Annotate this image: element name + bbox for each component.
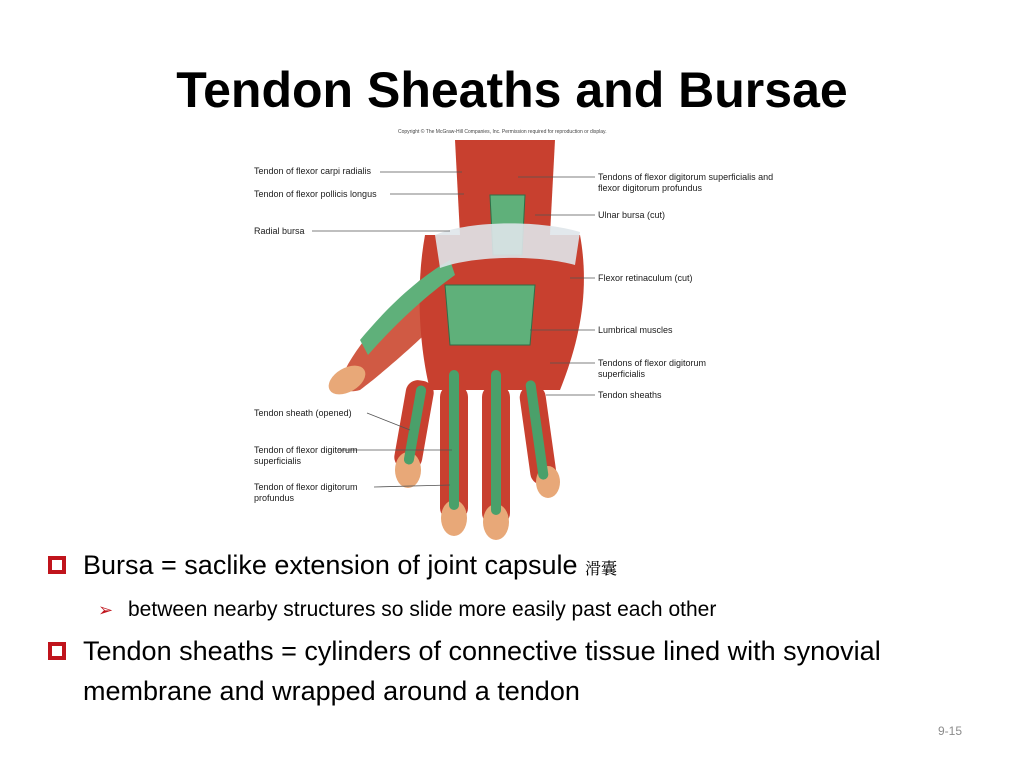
arrow-right-icon: ➢: [98, 600, 114, 620]
label-fdp-lower: Tendon of flexor digitorum profundus: [254, 482, 358, 503]
label-ulnar-bursa: Ulnar bursa (cut): [598, 210, 666, 220]
label-fds-right: Tendons of flexor digitorum superficialis: [598, 358, 707, 379]
copyright-notice: Copyright © The McGraw-Hill Companies, Inc. Permission required for reproduction or display.: [398, 129, 607, 135]
slide-number: 9-15: [937, 724, 962, 738]
bullet-tendon-sheaths-text: Tendon sheaths = cylinders of connective tissue lined with synovial membrane and wrapped around a tendon: [83, 636, 881, 706]
label-flexor-retinaculum: Flexor retinaculum (cut): [598, 273, 693, 283]
hand-illustration: [250, 140, 790, 540]
bullet-list: [46, 545, 986, 711]
sheath-middle: [449, 370, 459, 510]
hand-anatomy-figure: [250, 140, 790, 540]
bullet-bursa-text: Bursa = saclike extension of joint capsule: [83, 550, 578, 580]
sub-bullet-bursa: [46, 589, 986, 631]
label-flexor-pollicis-longus: Tendon of flexor pollicis longus: [254, 189, 377, 199]
label-tendon-sheath-opened: Tendon sheath (opened): [254, 408, 352, 418]
label-tendon-sheaths: Tendon sheaths: [598, 390, 662, 400]
label-fds-lower: Tendon of flexor digitorum superficialis: [254, 445, 358, 466]
ulnar-bursa: [445, 285, 535, 345]
bullet-bursa-cjk: 滑囊: [585, 559, 618, 578]
label-lumbrical-muscles: Lumbrical muscles: [598, 325, 673, 335]
bullet-bursa: [46, 545, 986, 589]
label-flexor-carpi-radialis: Tendon of flexor carpi radialis: [254, 166, 372, 176]
hollow-square-icon: [48, 556, 66, 574]
slide-title: Tendon Sheaths and Bursae: [176, 62, 848, 118]
sheath-ring: [491, 370, 501, 515]
bullet-tendon-sheaths: [46, 631, 986, 711]
label-fds-fdp-upper: Tendons of flexor digitorum superficialis and flexor digitorum profundus: [598, 172, 774, 193]
hollow-square-icon: [48, 642, 66, 660]
sub-bullet-bursa-text: between nearby structures so slide more easily past each other: [128, 598, 717, 621]
label-radial-bursa: Radial bursa: [254, 226, 305, 236]
